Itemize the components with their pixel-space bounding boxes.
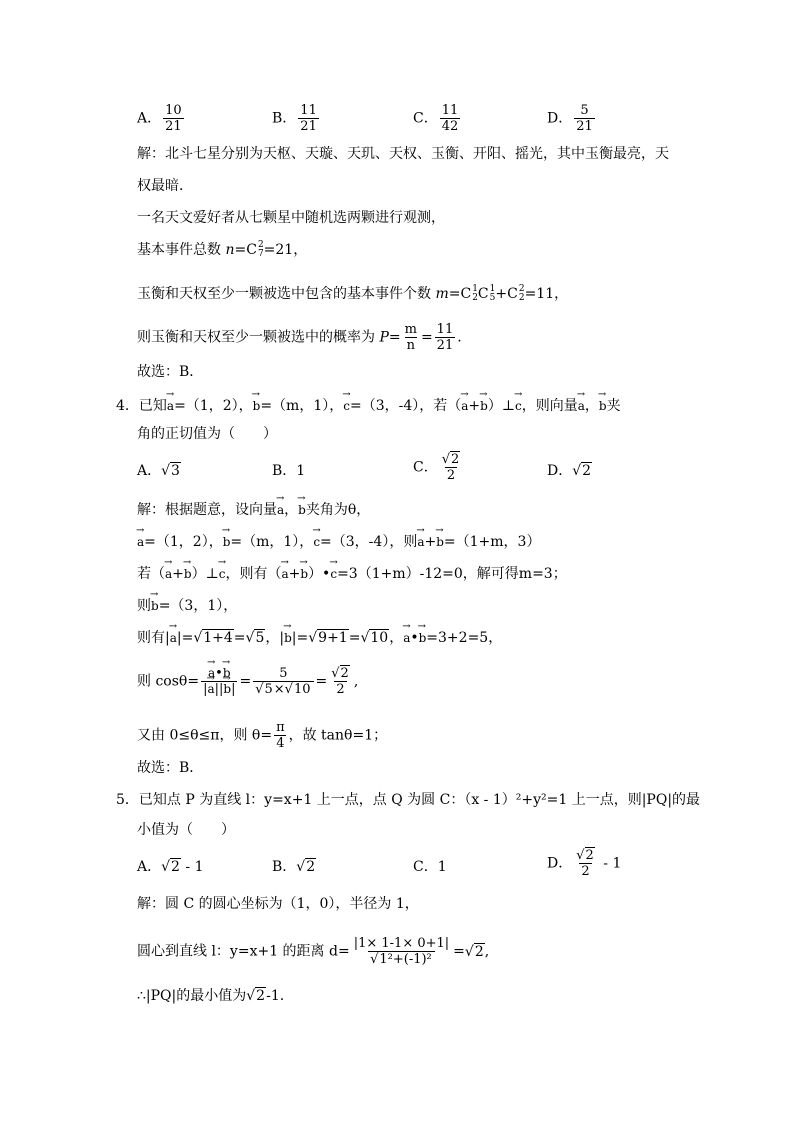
- q4-option-a: A．√3: [137, 463, 180, 479]
- q5-solution-line3: ∴|PQ|的最小值为√2-1.: [137, 988, 285, 1004]
- q4-option-d: D．√2: [547, 463, 592, 479]
- q3-choose: 故选：B．: [137, 364, 204, 380]
- q5-option-b: B．√2: [272, 859, 316, 875]
- q4-solution-line7: 又由 0≤θ≤π，则 θ= $\frac{\pi}{4}$ ，故 tanθ=1；: [137, 720, 388, 751]
- q3-solution-line6: 则玉衡和天权至少一颗被选中的概率为 P= $\frac{m}{n}$ = $\frac{11}{21}$ .: [137, 322, 462, 353]
- q4-stem-line2: 角的正切值为（ ）: [137, 426, 277, 442]
- q4-solution-line2: → a=（1，2），→ b=（m，1），→ c=（3，-4），则→ a+→ b=（1+m，3）: [137, 532, 540, 552]
- q5-option-d: D． $\frac{√2}{2}$ - 1: [547, 848, 622, 879]
- q5-solution-line1: 解：圆 C 的圆心坐标为（1，0），半径为 1，: [137, 896, 419, 912]
- q3-solution-line2: 权最暗．: [137, 178, 193, 194]
- q4-stem-line1: 4．已知→ a=（1，2），→ b=（m，1），→ c=（3，-4），若（→ a+→ b）⊥→ c，则向量→ a，→ b夹: [116, 396, 621, 416]
- q3-option-a: A． $\frac{10}{21}$: [137, 103, 182, 134]
- q5-solution-line2: 圆心到直线 l：y=x+1 的距离 d= $\frac{|1\times 1-1\times 0+1|}{\text{√1²+(-1)²}}$ =√2,: [137, 936, 490, 967]
- q4-solution-line1: 解：根据题意，设向量→ a，→ b夹角为θ，: [137, 500, 370, 520]
- q4-solution-line3: 若（→ a+→ b）⊥→ c，则有（→ a+→ b）•→ c=3（1+m）-12=0，解可得m=3；: [137, 564, 567, 584]
- q4-option-c: C． $\frac{√2}{2}$: [413, 452, 460, 483]
- q4-solution-line6: 则 cosθ= → $\frac{a•\to b}{|\to a||\to b|}$ = $\frac{5}{√5\times√10}$ = $\frac{√2}{2}$ ,: [137, 666, 358, 697]
- q4-solution-line4: 则→ b=（3，1），: [137, 596, 237, 616]
- q5-stem-line2: 小值为（ ）: [137, 822, 235, 838]
- q5-option-a: A．√2 - 1: [137, 859, 204, 875]
- q4-solution-line5: 则有|→ a|=√1+4=√5，|→ b|=√9+1=√10，→ a•→ b=3+2=5，: [137, 628, 502, 648]
- q3-option-d: D． $\frac{5}{21}$: [547, 103, 593, 134]
- q5-option-c: C．1: [413, 859, 447, 875]
- q4-choose: 故选：B．: [137, 760, 204, 776]
- q3-option-b: B． $\frac{11}{21}$: [272, 103, 317, 134]
- q3-solution-line1: 解：北斗七星分别为天枢、天璇、天玑、天权、玉衡、开阳、摇光，其中玉衡最亮，天: [137, 146, 669, 162]
- q4-option-b: B．1: [272, 463, 306, 479]
- q3-solution-line5: 玉衡和天权至少一颗被选中包含的基本事件个数 m=C 1 2 C 1 5 +C 2 2 =11，: [137, 284, 569, 303]
- q5-stem-line1: 5．已知点 P 为直线 l：y=x+1 上一点，点 Q 为圆 C：（x - 1）²+y²=1 上一点，则|PQ|的最: [116, 792, 701, 808]
- q3-option-c: C． $\frac{11}{42}$: [413, 103, 459, 134]
- q3-solution-line4: 基本事件总数 n=C 2 7 =21，: [137, 240, 308, 259]
- q3-solution-line3: 一名天文爱好者从七颗星中随机选两颗进行观测，: [137, 210, 445, 226]
